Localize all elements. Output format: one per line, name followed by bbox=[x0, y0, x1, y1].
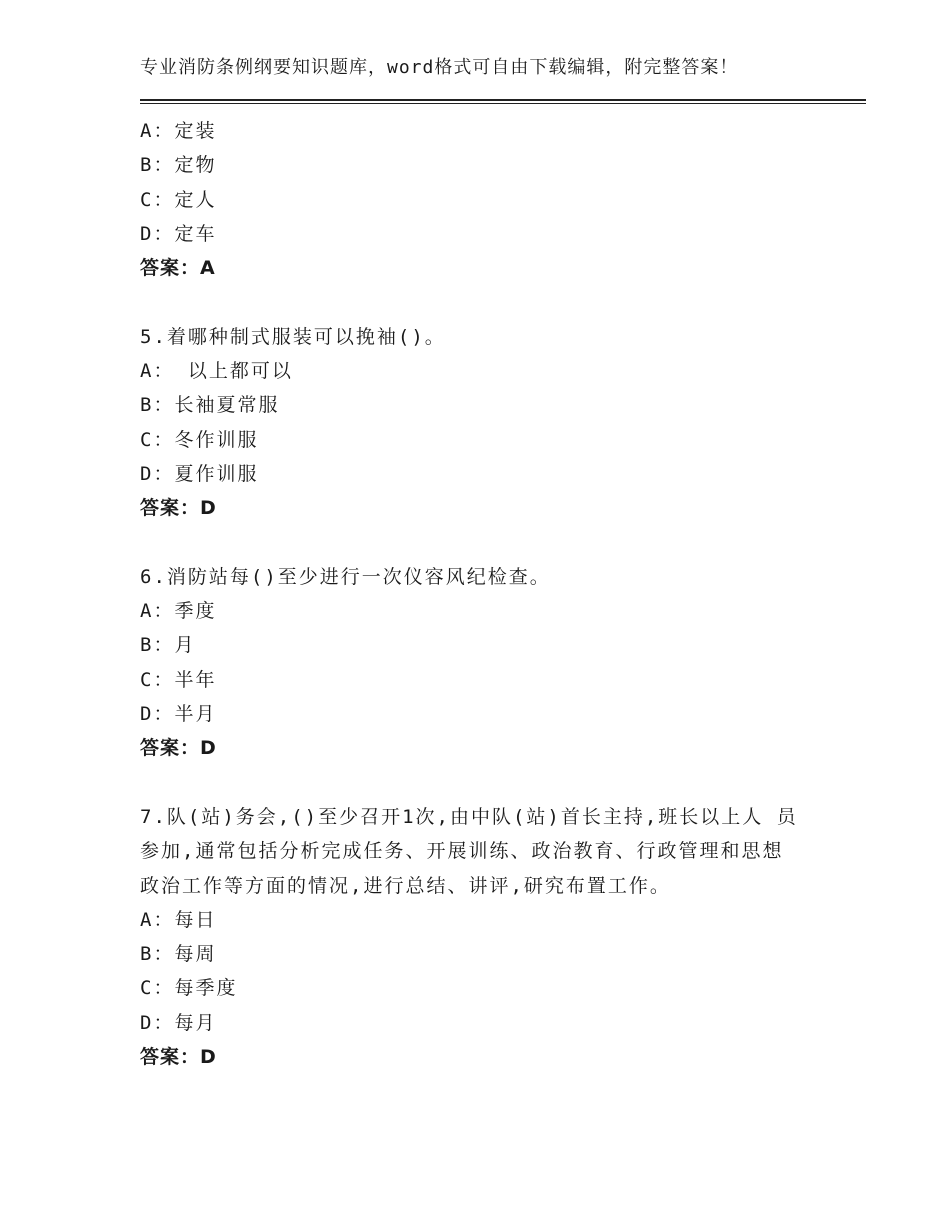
spacer bbox=[140, 766, 820, 800]
option-d: D：夏作训服 bbox=[140, 462, 259, 485]
question-7 bbox=[140, 800, 820, 1074]
option-c: C：冬作训服 bbox=[140, 428, 259, 451]
option-c: C：半年 bbox=[140, 668, 217, 691]
question-5 bbox=[140, 320, 820, 526]
option-b: B：长袖夏常服 bbox=[140, 394, 280, 417]
option-d: D：半月 bbox=[140, 703, 217, 726]
question-6 bbox=[140, 560, 820, 766]
answer: 答案：D bbox=[140, 737, 217, 760]
option-c: C：定人 bbox=[140, 188, 217, 211]
option-a: A： 以上都可以 bbox=[140, 360, 293, 383]
header-rule-thin bbox=[140, 103, 866, 104]
header-rule-thick bbox=[140, 99, 866, 101]
question-stem: 5.着哪种制式服装可以挽袖()。 bbox=[140, 325, 446, 348]
question-stem: 6.消防站每()至少进行一次仪容风纪检查。 bbox=[140, 565, 551, 588]
question-4-tail bbox=[140, 114, 820, 285]
answer: 答案：A bbox=[140, 257, 216, 280]
option-d: D：定车 bbox=[140, 222, 217, 245]
answer: 答案：D bbox=[140, 1046, 217, 1069]
page-header: 专业消防条例纲要知识题库，word格式可自由下载编辑，附完整答案！ bbox=[140, 57, 739, 78]
question-list bbox=[140, 114, 820, 1074]
option-a: A：定装 bbox=[140, 120, 217, 142]
option-b: B：月 bbox=[140, 634, 196, 657]
option-d: D：每月 bbox=[140, 1011, 217, 1034]
question-stem-line-2: 参加,通常包括分析完成任务、开展训练、政治教育、行政管理和思想 bbox=[140, 840, 784, 863]
option-b: B：定物 bbox=[140, 154, 217, 177]
question-stem-line-1: 7.队(站)务会,()至少召开1次,由中队(站)首长主持,班长以上人 员 bbox=[140, 805, 798, 828]
option-b: B：每周 bbox=[140, 943, 217, 966]
spacer bbox=[140, 526, 820, 560]
option-a: A：每日 bbox=[140, 908, 217, 931]
option-a: A：季度 bbox=[140, 600, 217, 623]
spacer bbox=[140, 285, 820, 319]
answer: 答案：D bbox=[140, 497, 217, 520]
option-c: C：每季度 bbox=[140, 977, 238, 1000]
question-stem-line-3: 政治工作等方面的情况,进行总结、讲评,研究布置工作。 bbox=[140, 874, 671, 897]
